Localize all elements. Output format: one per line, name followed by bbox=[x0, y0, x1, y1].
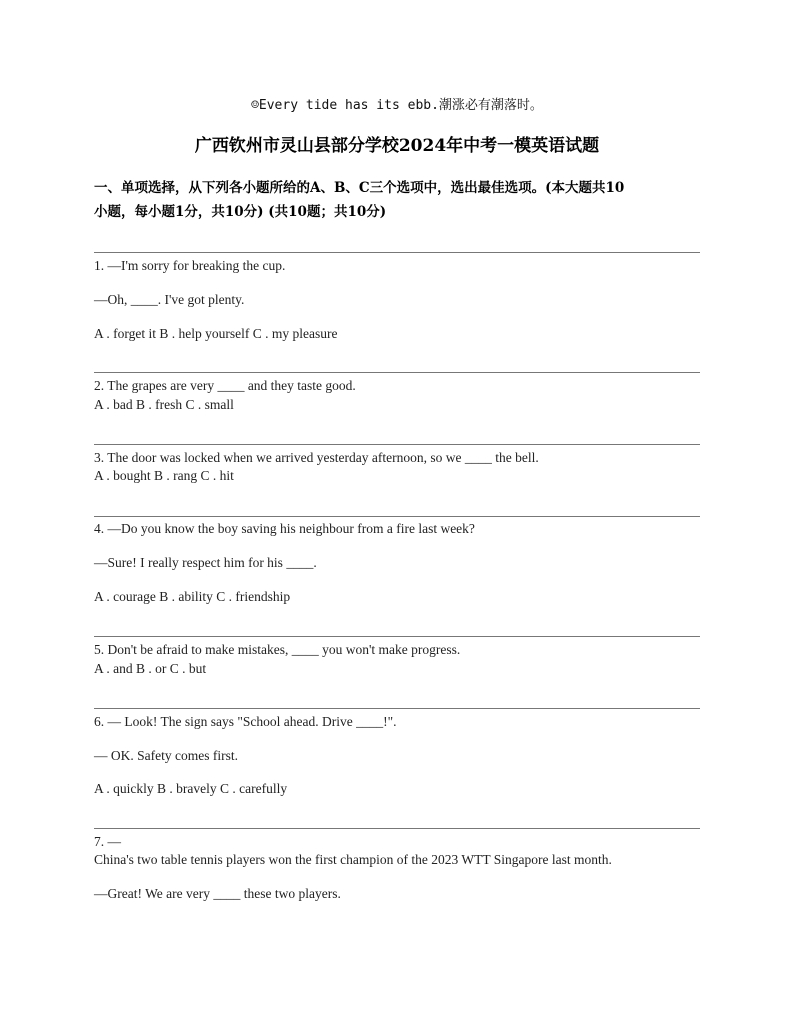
exam-title: 广西钦州市灵山县部分学校2024年中考一模英语试题 bbox=[194, 136, 600, 156]
question-stem: 1. —I'm sorry for breaking the cup. bbox=[94, 258, 286, 273]
question-stem: 2. The grapes are very ____ and they taste good. bbox=[94, 378, 356, 393]
question-options: A . courage B . ability C . friendship bbox=[94, 589, 291, 604]
question-reply: —Oh, ____. I've got plenty. bbox=[94, 292, 245, 307]
question-divider bbox=[94, 372, 700, 373]
question-divider bbox=[94, 636, 700, 637]
question-divider bbox=[94, 516, 700, 517]
section-heading-line-2: 小题，每小题1分，共10分) (共10题；共10分) bbox=[94, 204, 387, 220]
question-divider bbox=[94, 444, 700, 445]
question-stem: 5. Don't be afraid to make mistakes, ____ you won't make progress. bbox=[94, 642, 461, 657]
question-stem: 6. — Look! The sign says "School ahead. Drive ____!". bbox=[94, 714, 397, 729]
question-divider bbox=[94, 708, 700, 709]
question-divider bbox=[94, 252, 700, 253]
question-reply: —Great! We are very ____ these two players. bbox=[94, 886, 341, 901]
motto-line: ☺Every tide has its ebb.潮涨必有潮落时。 bbox=[251, 98, 543, 113]
question-stem: 3. The door was locked when we arrived yesterday afternoon, so we ____ the bell. bbox=[94, 450, 539, 465]
section-heading bbox=[94, 176, 704, 224]
question-options: A . bought B . rang C . hit bbox=[94, 468, 234, 483]
question-stem: 4. —Do you know the boy saving his neighbour from a fire last week? bbox=[94, 521, 475, 536]
question-divider bbox=[94, 828, 700, 829]
question-options: A . and B . or C . but bbox=[94, 661, 207, 676]
question-stem: 7. — bbox=[94, 834, 121, 849]
question-options: A . bad B . fresh C . small bbox=[94, 397, 234, 412]
section-heading-line-1: 一、单项选择，从下列各小题所给的A、B、C三个选项中，选出最佳选项。(本大题共10 bbox=[94, 180, 625, 196]
question-stem-continued: China's two table tennis players won the first champion of the 2023 WTT Singapore last month. bbox=[94, 852, 612, 867]
question-reply: —Sure! I really respect him for his ____. bbox=[94, 555, 317, 570]
question-reply: — OK. Safety comes first. bbox=[94, 748, 238, 763]
question-options: A . quickly B . bravely C . carefully bbox=[94, 781, 288, 796]
question-options: A . forget it B . help yourself C . my pleasure bbox=[94, 326, 338, 341]
